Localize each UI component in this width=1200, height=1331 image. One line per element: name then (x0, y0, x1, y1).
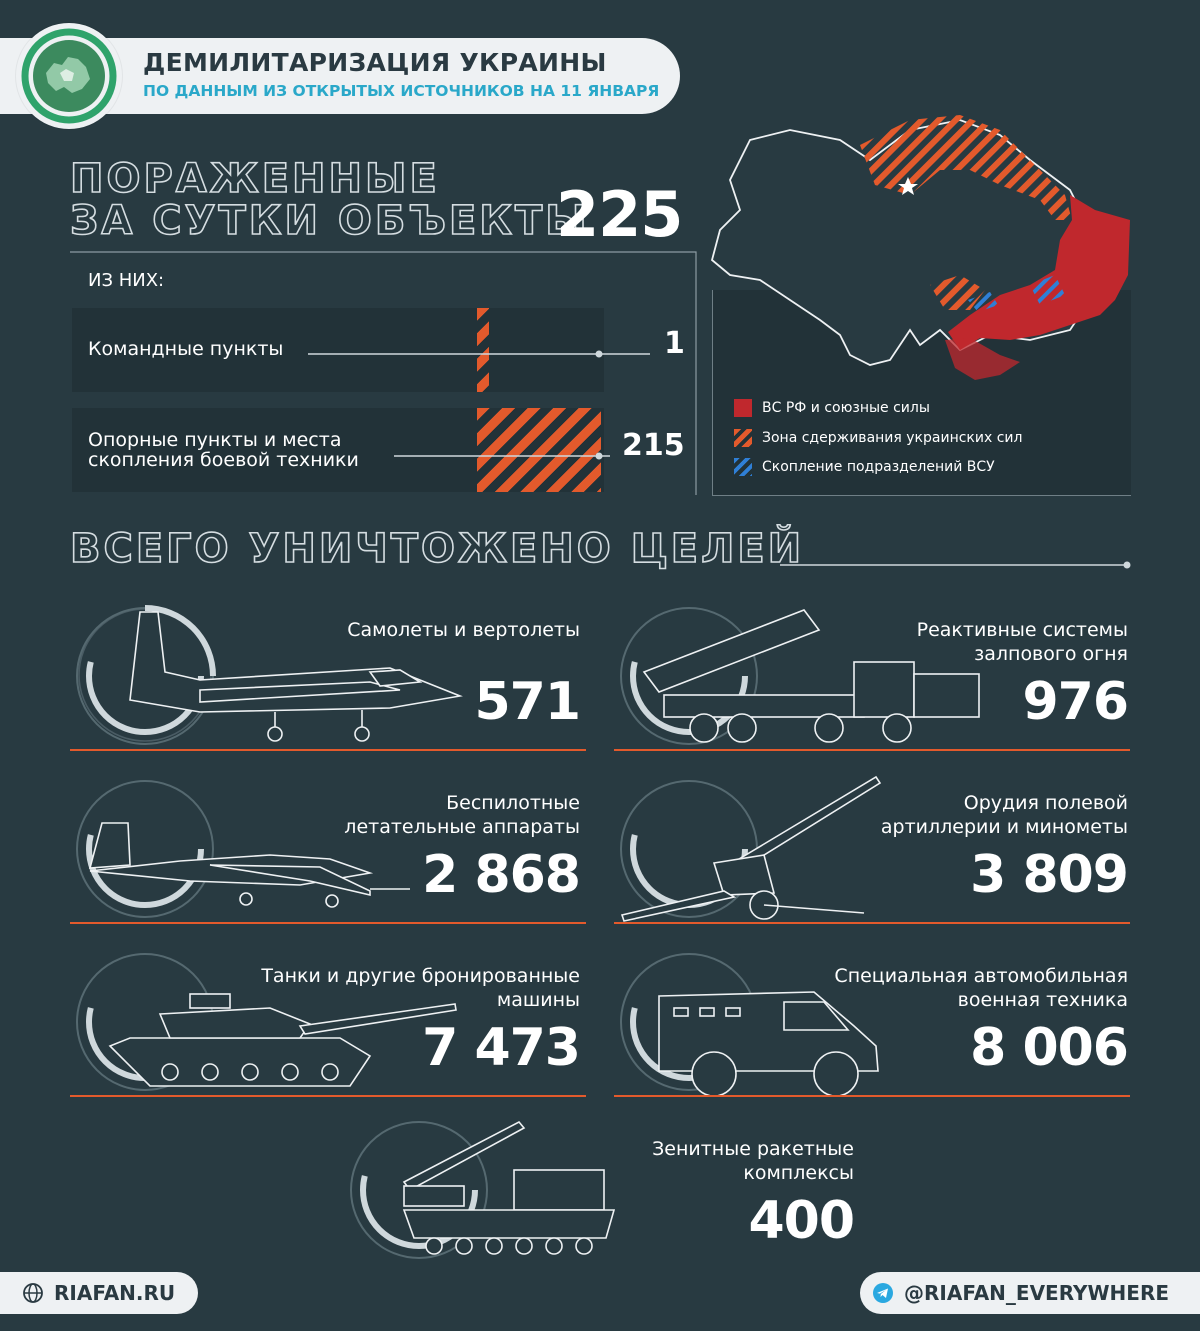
vehicles-label-line1: Специальная автомобильная (834, 965, 1128, 987)
aircraft-value: 571 (474, 672, 580, 732)
uav-label-line2: летательные аппараты (344, 816, 580, 838)
sam-launcher-icon (404, 1122, 614, 1254)
globe-icon (22, 1282, 44, 1304)
daily-heading-line1: ПОРАЖЕННЫЕ (70, 156, 440, 202)
uav-value: 2 868 (422, 845, 580, 905)
telegram-icon (872, 1282, 894, 1304)
aircraft-label: Самолеты и вертолеты (347, 619, 580, 641)
legend-swatch-blue-hatch (734, 458, 752, 476)
totals-heading-line (780, 556, 1140, 576)
tanks-value: 7 473 (422, 1018, 580, 1078)
uav-label-line1: Беспилотные (446, 792, 580, 814)
mlrs-value: 976 (1022, 672, 1128, 732)
sam-tile (344, 1112, 624, 1272)
legend-swatch-orange-hatch (734, 429, 752, 447)
sam-value: 400 (748, 1191, 854, 1251)
tank-icon (110, 994, 456, 1086)
mlrs-label-line2: залпового огня (974, 643, 1128, 665)
daily-item-label-line1: Опорные пункты и места (88, 429, 342, 451)
legend-label: Скопление подразделений ВСУ (762, 459, 995, 475)
daily-item-value: 215 (622, 428, 685, 463)
leader-line (390, 446, 620, 466)
site-pill[interactable] (0, 1272, 198, 1314)
leader-line (300, 344, 660, 364)
header-subtitle: ПО ДАННЫМ ИЗ ОТКРЫТЫХ ИСТОЧНИКОВ НА 11 ЯНВАРЯ (143, 82, 660, 100)
daily-item-label: Командные пункты (88, 338, 284, 360)
artillery-label-line2: артиллерии и минометы (880, 816, 1128, 838)
artillery-value: 3 809 (970, 845, 1128, 905)
site-label: RIAFAN.RU (54, 1281, 176, 1305)
artillery-label-line1: Орудия полевой (963, 792, 1128, 814)
vehicles-value: 8 006 (970, 1018, 1128, 1078)
tanks-label-line2: машины (496, 989, 580, 1011)
ukraine-map (700, 100, 1140, 400)
legend-swatch-red (734, 399, 752, 417)
daily-heading-line2: ЗА СУТКИ ОБЪЕКТЫ (70, 198, 590, 244)
legend-label: Зона сдерживания украинских сил (762, 430, 1023, 446)
telegram-label: @RIAFAN_EVERYWHERE (904, 1281, 1170, 1305)
telegram-pill[interactable] (860, 1272, 1200, 1314)
daily-item-label-line2: скопления боевой техники (88, 449, 359, 471)
vehicles-label-line2: военная техника (957, 989, 1128, 1011)
sam-label-line1: Зенитные ракетные (652, 1138, 854, 1160)
daily-total: 225 (556, 178, 683, 251)
sam-label-line2: комплексы (743, 1162, 854, 1184)
mlrs-label-line1: Реактивные системы (916, 619, 1128, 641)
of-them-label: ИЗ НИХ: (88, 270, 165, 291)
header-title: ДЕМИЛИТАРИЗАЦИЯ УКРАИНЫ (143, 48, 607, 77)
daily-item-value: 1 (664, 326, 685, 361)
tanks-label-line1: Танки и другие бронированные (261, 965, 580, 987)
legend-label: ВС РФ и союзные силы (762, 400, 930, 416)
totals-heading: ВСЕГО УНИЧТОЖЕНО ЦЕЛЕЙ (70, 526, 805, 572)
